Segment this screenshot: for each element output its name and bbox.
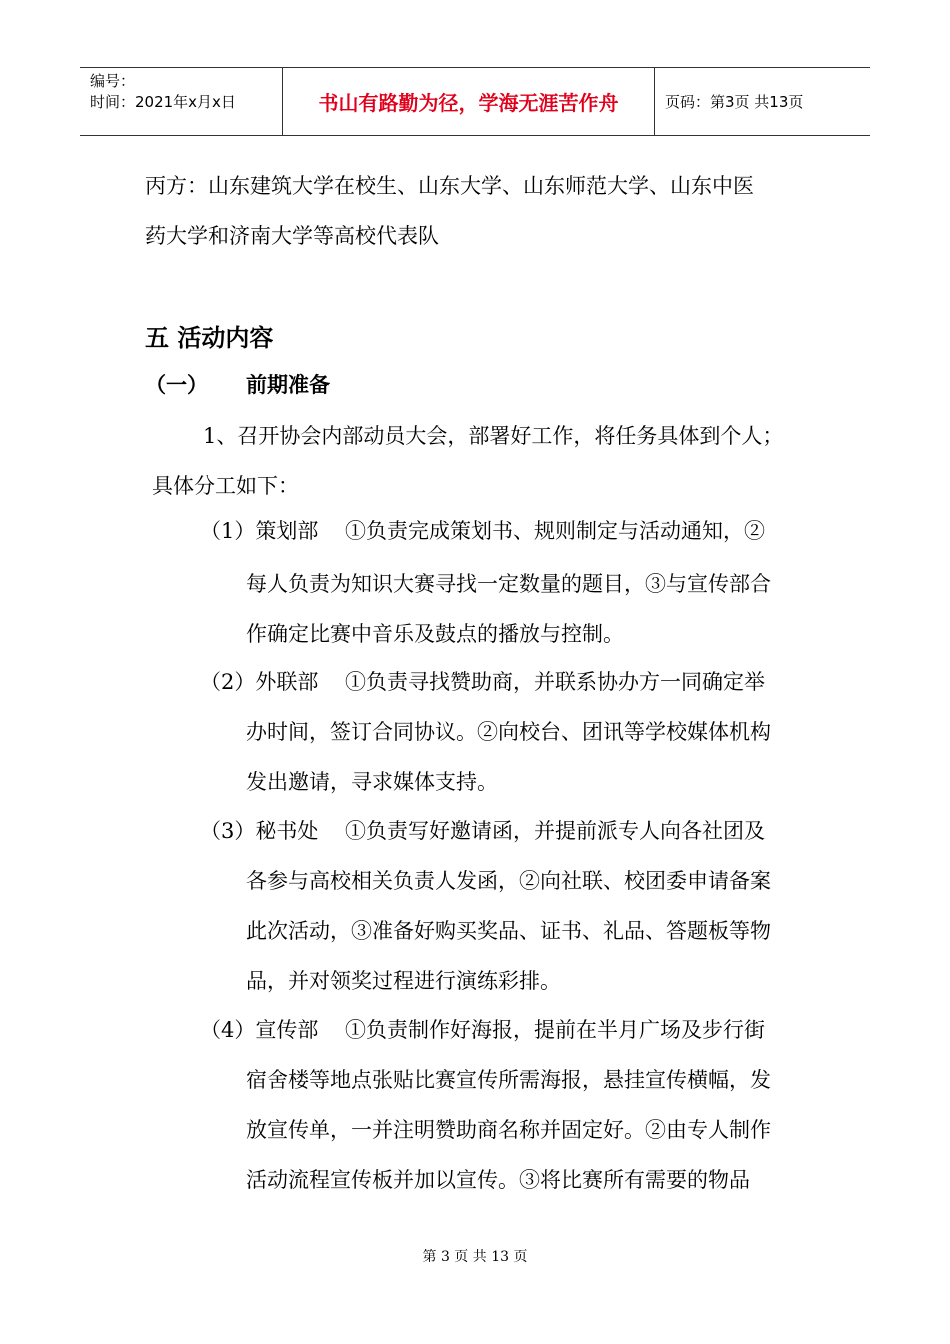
dept-secretariat-label: （3）秘书处	[200, 819, 319, 843]
dept-secretariat-line-4: 品，并对领奖过程进行演练彩排。	[246, 969, 561, 993]
header-meta	[80, 68, 283, 135]
dept-liaison-label: （2）外联部	[200, 670, 319, 694]
header-motto: 书山有路勤为径，学海无涯苦作舟	[283, 68, 655, 135]
dept-publicity-line-1: ①负责制作好海报，提前在半月广场及步行街	[345, 1018, 765, 1042]
dept-publicity-line-3: 放宣传单，一并注明赞助商名称并固定好。②由专人制作	[246, 1118, 771, 1142]
item-1-line-1: 1、召开协会内部动员大会，部署好工作，将任务具体到个人；	[203, 424, 784, 448]
header-page-number: 页码：第3页 共13页	[665, 93, 804, 111]
item-1-line-2: 具体分工如下：	[152, 474, 299, 498]
party-c-line-2: 药大学和济南大学等高校代表队	[145, 224, 439, 248]
dept-secretariat-line-2: 各参与高校相关负责人发函，②向社联、校团委申请备案	[246, 869, 771, 893]
dept-liaison-line-3: 发出邀请，寻求媒体支持。	[246, 770, 498, 794]
dept-secretariat-line-3: 此次活动，③准备好购买奖品、证书、礼品、答题板等物	[246, 919, 771, 943]
dept-liaison-line-1: ①负责寻找赞助商，并联系协办方一同确定举	[345, 670, 765, 694]
subsection-title: 前期准备	[246, 373, 330, 397]
dept-secretariat-line-1: ①负责写好邀请函，并提前派专人向各社团及	[345, 819, 765, 843]
page-header	[80, 67, 870, 136]
party-c-line-1: 丙方：山东建筑大学在校生、山东大学、山东师范大学、山东中医	[145, 174, 754, 198]
dept-publicity-label: （4）宣传部	[200, 1018, 319, 1042]
dept-planning-label: （1）策划部	[200, 519, 319, 543]
dept-publicity-line-4: 活动流程宣传板并加以宣传。③将比赛所有需要的物品	[246, 1168, 750, 1192]
dept-liaison-line-2: 办时间，签订合同协议。②向校台、团讯等学校媒体机构	[246, 720, 771, 744]
subsection-number: （一）	[145, 373, 208, 397]
document-number: 编号：	[90, 72, 136, 90]
dept-planning-line-1: ①负责完成策划书、规则制定与活动通知，②	[345, 519, 765, 543]
document-time: 时间：2021年x月x日	[90, 93, 236, 111]
page-footer: 第 3 页 共 13 页	[422, 1249, 528, 1265]
dept-planning-line-2: 每人负责为知识大赛寻找一定数量的题目，③与宣传部合	[246, 572, 771, 596]
section-title: 五 活动内容	[145, 324, 274, 352]
dept-planning-line-3: 作确定比赛中音乐及鼓点的播放与控制。	[246, 622, 624, 646]
dept-publicity-line-2: 宿舍楼等地点张贴比赛宣传所需海报，悬挂宣传横幅，发	[246, 1068, 771, 1092]
